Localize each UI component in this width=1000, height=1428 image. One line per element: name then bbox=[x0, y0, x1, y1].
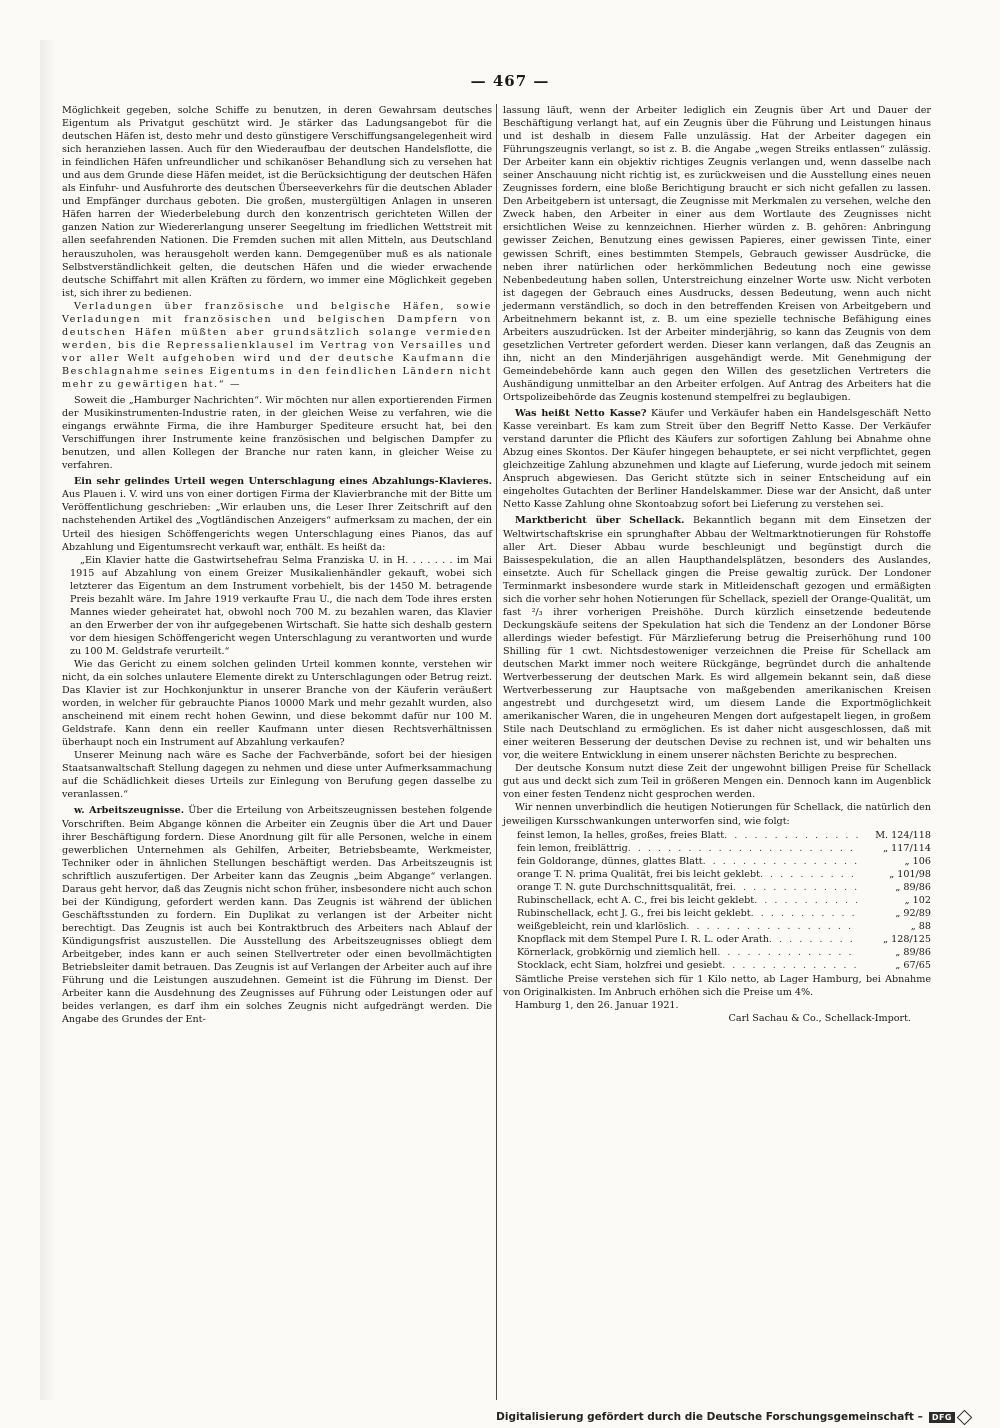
page-number: — 467 — bbox=[470, 72, 550, 90]
headline-netto-kasse: Was heißt Netto Kasse? bbox=[515, 408, 647, 420]
price-leader-dots bbox=[717, 946, 859, 959]
headline-arbeitszeugnisse: w. Arbeitszeugnisse. bbox=[74, 805, 185, 817]
arbeitszeugnisse-text: Über die Erteilung von Arbeitszeugnissen bestehen folgende Vorschriften. Beim Abgange können die Arbeiter ein Zeugnis über die Art und Dauer ihrer Beschäftigung fordern. Diese Anordnung gilt für alle Personen, welche in einem gewerblichen Unternehmen als Gehilfen, Arbeiter, Betriebsbeamte, Werkmeister, Techniker oder in ähnlichen Stellungen beschäftigt werden. Das Arbeitszeugnis ist schriftlich auszufertigen. Der Arbeiter kann das Zeugnis „beim Abgange“ verlangen. Daraus geht hervor, daß das Zeugnis nicht schon früher, insbesondere nicht auch schon bei der Kündigung, gefordert werden kann. Das Zeugnis ist während der üblichen Geschäftsstunden zu fordern. Ein Duplikat zu verlangen ist der Arbeiter nicht berechtigt. Das Zeugnis ist auch bei Kontraktbruch des Arbeiters nach Ablauf der Kündigungsfrist auszustellen. Die Ausstellung des Arbeitszeugnisses obliegt dem Arbeitgeber, indes kann er auch seinen Stellvertreter oder einen bevollmächtigten Betriebsleiter damit betrauen. Das Zeugnis ist auf Verlangen der Arbeiter auch auf ihre Führung und die Leistungen auszudehnen. Gemeint ist die Führung im Dienst. Der Arbeiter kann die Ausdehnung des Zeugnisses auf Führung oder Leistungen oder auf beides verlangen, es darf ihm ein solches Zeugnis nicht aufgedrängt werden. Die Angabe des Grundes der Ent- bbox=[62, 805, 492, 1026]
schellack-text: Bekanntlich begann mit dem Einsetzen der Weltwirtschaftskrise ein sprunghafter Abbau der Weltmarktnotierungen für Rohstoffe aller Art. Dieser Abbau wurde beschleunigt und begünstigt durch die Baissespekulation, die an allen Haupthandelsplätzen, besonders des Auslandes, einsetzte. Auch für Schellack gingen die Preise gewaltig zurück. Der Londoner Terminmarkt insbesondere wurde stark in Mitleidenschaft gezogen und ermäßigten sich die vorher sehr hohen Notierungen für Schellack, speziell der Orange-Qualität, um fast ²/₃ ihrer vorherigen Preishöhe. Durch kürzlich einsetzende bedeutende Deckungskäufe seitens der Spekulation hat sich die Tendenz an der Londoner Börse allerdings wieder befestigt. Für Märzlieferung betrug die Preiserhöhung rund 100 Shilling für 1 cwt. Nichtsdestoweniger verzeichnen die Preise für Schellack am deutschen Markt immer noch weitere Rückgänge, begründet durch die anhaltende Wertverbesserung der deutschen Mark. Es wird allgemein bekannt sein, daß diese Wertverbesserung zur Hauptsache von maßgebenden amerikanischen Kreisen angestrebt und durchgesetzt wird, um diesem Lande die Exportmöglichkeit amerikanischer Waren, die in ungeheuren Mengen dort aufgestapelt liegen, in großem Stile nach Deutschland zu ermöglichen. Es ist daher nicht ausgeschlossen, daß mit einer weiteren Besserung der deutschen Devise zu rechnen ist, und wir behalten uns vor, die weitere Entwicklung in einem unserer nächsten Berichte zu besprechen. bbox=[503, 515, 931, 762]
dfg-logo[interactable] bbox=[929, 1412, 970, 1423]
price-row bbox=[503, 894, 931, 907]
price-row bbox=[503, 855, 931, 868]
scan-shadow bbox=[40, 40, 56, 1400]
price-name: Rubinschellack, echt A. C., frei bis leicht geklebt bbox=[517, 894, 755, 906]
price-name: Knopflack mit dem Stempel Pure I. R. L. oder Arath bbox=[517, 933, 769, 945]
price-leader-dots bbox=[686, 920, 859, 933]
price-row bbox=[503, 829, 931, 842]
price-leader-dots bbox=[769, 933, 859, 946]
article-schellack bbox=[503, 514, 931, 762]
price-leader-dots bbox=[754, 894, 859, 907]
left-paragraph-7: Unserer Meinung nach wäre es Sache der Fachverbände, sofort bei der hiesigen Staatsanwaltschaft Stellung dagegen zu nehmen und diese unter Aufmerksammachung auf die Schädlichkeit dieses Urteils zur Einlegung von Berufung gegen dasselbe zu veranlassen.“ bbox=[62, 750, 492, 801]
left-paragraph-6: Wie das Gericht zu einem solchen gelinden Urteil kommen konnte, verstehen wir nicht, da ein solches unlautere Elemente direkt zu Unterschlagungen oder Betrug reizt. Das Klavier ist zur Hochkonjunktur in unserer Branche von der Käuferin veräußert worden, in welcher für gebrauchte Pianos 10000 Mark und mehr gezahlt wurden, also anscheinend mit einem recht hohen Gewinn, und diese bekommt dafür nur 100 M. Geldstrafe. Kann denn ein reeller Kaufmann unter diesen Rechtsverhältnissen überhaupt noch ein Instrument auf Abzahlung verkaufen? bbox=[62, 658, 492, 749]
price-leader-dots bbox=[760, 868, 859, 881]
headline-schellack: Marktbericht über Schellack. bbox=[515, 515, 685, 527]
dfg-mark-icon bbox=[957, 1409, 973, 1425]
right-paragraph-5: Wir nennen unverbindlich die heutigen Notierungen für Schellack, die natürlich den jeweiligen Kursschwankungen unterworfen sind, wie folgt: bbox=[503, 802, 931, 827]
price-value: „ 101/98 bbox=[889, 868, 931, 880]
price-value: „ 89/86 bbox=[895, 881, 931, 893]
dfg-logo-text: DFG bbox=[929, 1412, 955, 1423]
right-paragraph-4: Der deutsche Konsum nutzt diese Zeit der ungewohnt billigen Preise für Schellack gut aus und deckt sich zum Teil in größeren Mengen ein. Dennoch kann im Augenblick von einer festen Tendenz nicht gesprochen werden. bbox=[503, 763, 931, 801]
price-row bbox=[503, 946, 931, 959]
right-paragraph-1: lassung läuft, wenn der Arbeiter lediglich ein Zeugnis über Art und Dauer der Beschäftigung verlangt hat, auf ein Zeugnis über die Führung und Leistungen hinaus und ist deshalb in diesem Falle unzulässig. Hat der Arbeiter dagegen ein Führungszeugnis verlangt, so ist z. B. die Angabe „wegen Streiks entlassen“ zulässig. Der Arbeiter kann ein objektiv richtiges Zeugnis verlangen und, wenn dasselbe nach seiner Anschauung nicht richtig ist, es zurückweisen und die Ausstellung eines neuen Zeugnisses fordern, eine bloße Berichtigung braucht er sich nicht gefallen zu lassen. Den Arbeitgebern ist untersagt, die Zeugnisse mit Merkmalen zu versehen, welche den Zweck haben, den Arbeiter in einer aus dem Wortlaute des Zeugnisses nicht ersichtlichen Weise zu kennzeichnen. Hierher würden z. B. gehören: Anbringung gewisser Zeichen, Benutzung eines gewissen Papieres, einer gewissen Tinte, einer gewissen Schrift, eines bestimmten Stempels, Gebrauch gewisser Ausdrücke, die neben ihrer natürlichen oder herkömmlichen Bedeutung noch eine gewisse Nebenbedeutung haben sollen, Unterstreichung einzelner Worte usw. Nicht verboten ist dagegen der Gebrauch eines Ausdrucks, dessen Bedeutung, wenn auch nicht jedermann verständlich, so doch in den betreffenden Kreisen von Arbeitgebern und Arbeitnehmern bekannt ist, z. B. um eine spezielle technische Befähigung eines Arbeiters auszudrücken. Ist der Arbeiter minderjährig, so kann das Zeugnis von dem gesetzlichen Vertreter gefordert werden. Dieser kann verlangen, daß das Zeugnis an ihn, nicht an den Minderjährigen ausgehändigt werde. Mit Genehmigung der Gemeindebehörde kann auch gegen den Willen des gesetzlichen Vertreters die Aushändigung unmittelbar an den Arbeiter erfolgen. Auf Antrag des Arbeiters hat die Ortspolizeibehörde das Zeugnis kostenund stempelfrei zu beglaubigen. bbox=[503, 105, 931, 404]
price-name: feinst lemon, Ia helles, großes, freies Blatt bbox=[517, 829, 725, 841]
price-leader-dots bbox=[724, 829, 859, 842]
right-paragraph-6: Sämtliche Preise verstehen sich für 1 Kilo netto, ab Lager Hamburg, bei Abnahme von Originalkisten. Im Anbruch erhöhen sich die Preise um 4%. bbox=[503, 974, 931, 999]
dateline: Hamburg 1, den 26. Januar 1921. bbox=[515, 1000, 679, 1012]
price-value: „ 102 bbox=[904, 894, 931, 906]
price-leader-dots bbox=[733, 881, 859, 894]
price-name: Rubinschellack, echt J. G., frei bis leicht geklebt bbox=[517, 907, 751, 919]
article-urteil bbox=[62, 475, 492, 553]
urteil-intro: Aus Plauen i. V. wird uns von einer dortigen Firma der Klavierbranche mit der Bitte um Veröffentlichung geschrieben: „Wir erlauben uns, die Leser Ihrer Zeitschrift auf den nachstehenden Artikel des „Vogtländischen Anzeigers“ aufmerksam zu machen, der ein Urteil des hiesigen Schöffengerichts wegen Unterschlagung eines Pianos, das auf Abzahlung und Eigentumsrecht verkauft war, enthält. Es heißt da: bbox=[62, 489, 492, 553]
footer-text: Digitalisierung gefördert durch die Deutsche Forschungsgemeinschaft – bbox=[496, 1411, 923, 1423]
price-name: orange T. N. gute Durchschnittsqualität, frei bbox=[517, 881, 733, 893]
price-row bbox=[503, 881, 931, 894]
price-leader-dots bbox=[751, 907, 859, 920]
headline-urteil: Ein sehr gelindes Urteil wegen Unterschlagung eines Abzahlungs-Klavieres. bbox=[74, 476, 492, 488]
left-paragraph-3: Soweit die „Hamburger Nachrichten“. Wir möchten nur allen exportierenden Firmen der Musikinstrumenten-Industrie raten, in der gleichen Weise zu verfahren, wie die eingangs erwähnte Firma, die ihre Hamburger Spediteure ersucht hat, bei den Verschiffungen ihrer Instrumente keine französischen und belgischen Dampfer zu benutzen, und allen Kollegen der Branche nur raten kann, in gleicher Weise zu verfahren. bbox=[62, 395, 492, 472]
column-divider bbox=[496, 104, 497, 1400]
price-row bbox=[503, 920, 931, 933]
price-leader-dots bbox=[703, 855, 859, 868]
right-column bbox=[503, 104, 931, 1025]
netto-kasse-text: Käufer und Verkäufer haben ein Handelsgeschäft Netto Kasse vereinbart. Es kam zum Streit über den Begriff Netto Kasse. Der Verkäufer verstand darunter die Pflicht des Käufers zur sofortigen Zahlung bei Abnahme ohne Abzug eines Skontos. Der Käufer hingegen behauptete, er sei nicht verpflichtet, gegen gleichzeitige Zahlung abzunehmen und klagte auf Lieferung, wurde jedoch mit seinem Anspruch abgewiesen. Das Gericht stützte sich in seiner Entscheidung auf ein eingeholtes Gutachten der Berliner Handelskammer. Diese war der Ansicht, daß unter Netto Kasse Zahlung ohne Skontoabzug sofort bei Lieferung zu verstehen sei. bbox=[503, 408, 931, 511]
urteil-quote: „Ein Klavier hatte die Gastwirtsehefrau Selma Franziska U. in H. . . . . . . im Mai 1915 auf Abzahlung von einem Greizer Musikalienhändler gekauft, wobei sich letzterer das Eigentum an dem Instrument vorbehielt, bis der 1450 M. betragende Preis bezahlt wäre. Im Jahre 1919 verkaufte Frau U., die nach dem Tode ihres ersten Mannes wieder geheiratet hat, obwohl noch 700 M. zu bezahlen waren, das Klavier an den Erwerber der von ihr aufgegebenen Wirtschaft. Sie hatte sich deshalb gestern vor dem hiesigen Schöffengericht wegen Unterschlagung zu verantworten und wurde zu 100 M. Geldstrafe verurteilt.“ bbox=[70, 554, 492, 657]
price-value: „ 106 bbox=[904, 855, 931, 867]
article-arbeitszeugnisse bbox=[62, 804, 492, 1026]
price-name: orange T. N. prima Qualität, frei bis leicht geklebt bbox=[517, 868, 760, 880]
price-name: Stocklack, echt Siam, holzfrei und gesiebt bbox=[517, 960, 723, 972]
price-value: „ 89/86 bbox=[895, 947, 931, 958]
price-row bbox=[503, 959, 931, 972]
price-value: „ 67/65 bbox=[895, 960, 931, 972]
price-row bbox=[503, 868, 931, 881]
price-list bbox=[503, 829, 931, 973]
footer bbox=[496, 1411, 970, 1423]
price-value: „ 128/125 bbox=[883, 933, 931, 945]
price-name: fein lemon, freiblättrig bbox=[517, 842, 628, 854]
article-netto-kasse bbox=[503, 407, 931, 511]
price-row bbox=[503, 907, 931, 920]
price-name: weißgebleicht, rein und klarlöslich bbox=[517, 920, 687, 932]
price-value: „ 88 bbox=[910, 920, 931, 932]
price-name: Körnerlack, grobkörnig und ziemlich hell bbox=[517, 947, 718, 958]
left-paragraph-2: Verladungen über französische und belgische Häfen, sowie Verladungen mit französischen und belgischen Dampfern von deutschen Häfen müßten aber grundsätzlich solange vermieden werden, bis die Repressalienklausel im Vertrag von Versailles und vor aller Welt aufgehoben wird und der deutsche Kaufmann die Beschlagnahme seines Eigentums in den feindlichen Ländern nicht mehr zu gewärtigen hat.“ — bbox=[62, 300, 492, 390]
signature: Carl Sachau & Co., Schellack-Import. bbox=[728, 1013, 911, 1025]
price-name: fein Goldorange, dünnes, glattes Blatt bbox=[517, 855, 703, 867]
price-leader-dots bbox=[722, 959, 859, 972]
price-value: „ 117/114 bbox=[883, 842, 931, 854]
price-value: M. 124/118 bbox=[875, 829, 931, 841]
price-leader-dots bbox=[628, 842, 859, 855]
price-row bbox=[503, 842, 931, 855]
price-row bbox=[503, 933, 931, 946]
left-column bbox=[62, 104, 492, 1026]
price-value: „ 92/89 bbox=[895, 907, 931, 919]
left-paragraph-1: Möglichkeit gegeben, solche Schiffe zu benutzen, in deren Gewahrsam deutsches Eigentum als Privatgut geschützt wird. Je stärker das Ladungsangebot für die deutschen Häfen ist, desto mehr und desto günstigere Verschiffungsangelegenheit wird sich heranziehen lassen. Auch für den Wiederaufbau der deutschen Handelsflotte, die in feindlichen Häfen unfreundlicher und schikanöser Behandlung sich zu versehen hat und aus dem Grunde diese Häfen meidet, ist die Berücksichtigung der deutschen Häfen als Einfuhr- und Ausfuhrorte des deutschen Überseeverkehrs für die deutschen Ablader und Empfänger durchaus geboten. Die großen, mustergültigen Anlagen in unseren Häfen harren der Wiederbelebung durch den konzentrisch gerichteten Willen der ganzen Nation zur Wiedererlangung unserer Seegeltung im friedlichen Wettstreit mit allen seefahrenden Nationen. Die Fremden suchen mit allen Mitteln, aus Deutschland herauszuholen, was herausgeholt werden kann. Demgegenüber muß es als nationale Selbstverständlichkeit gelten, die deutschen Häfen und die wieder erwachende deutsche Schiffahrt mit allen Kräften zu fördern, wo immer eine Möglichkeit gegeben ist, sich ihrer zu bedienen. bbox=[62, 105, 492, 299]
